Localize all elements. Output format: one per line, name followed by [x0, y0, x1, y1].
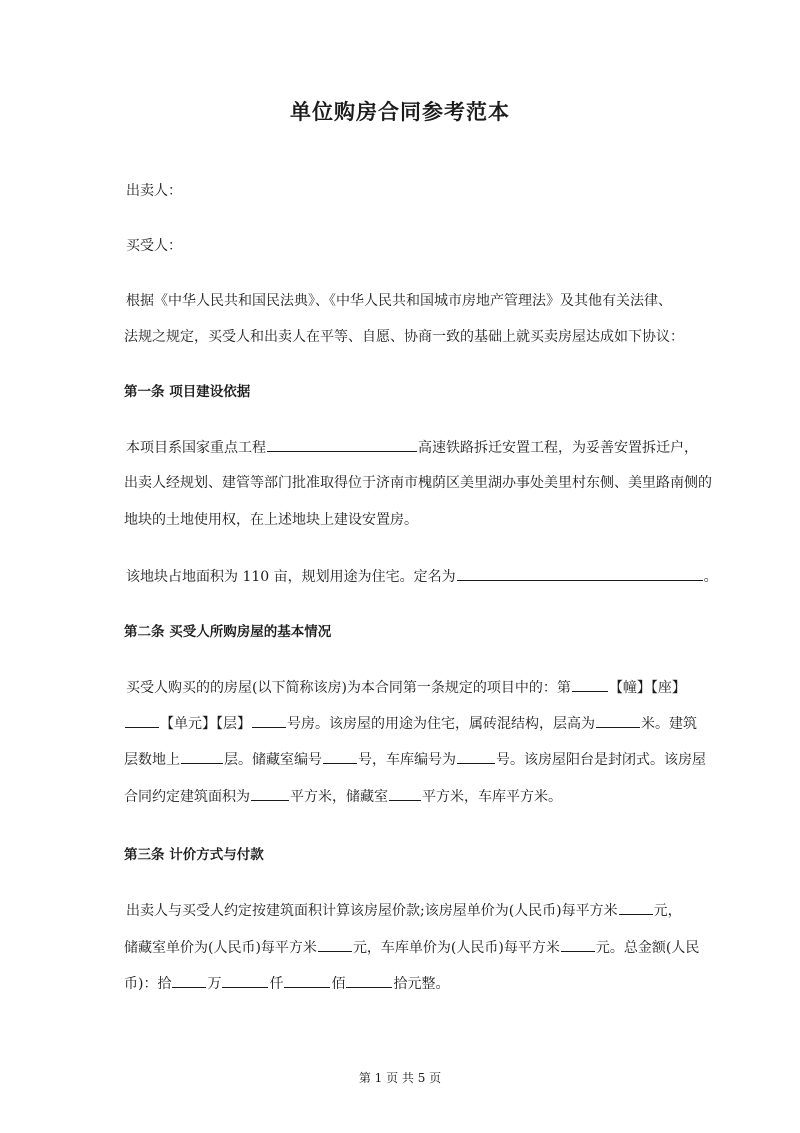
blank-field[interactable] [252, 713, 286, 728]
article-3-text: 仟 [269, 976, 284, 992]
article-2-line-2 [124, 713, 699, 734]
seller-label: 出卖人： [126, 183, 182, 199]
article-2-text: 【单元】【层】 [160, 716, 251, 732]
blank-field[interactable] [323, 749, 357, 764]
article-2-text: 米。建筑 [641, 716, 697, 732]
article-3-line-1 [126, 900, 701, 921]
blank-field[interactable] [181, 749, 223, 764]
article-2-text: 买受人购买的的房屋(以下简称该房)为本合同第一条规定的项目中的：第 [126, 680, 571, 696]
article-3-text: 元， [653, 903, 682, 919]
article-3-heading: 第三条 计价方式与付款 [124, 847, 264, 863]
article-3-text: 出卖人与买受人约定按建筑面积计算该房屋价款;该房屋单价为(人民币)每平方米 [126, 903, 618, 919]
article-3-line-3 [124, 973, 699, 994]
blank-field[interactable] [251, 786, 289, 801]
article-2-text: 号。该房屋阳台是封闭式。该房屋 [496, 752, 706, 768]
article-3-text: 佰 [331, 976, 346, 992]
article-2-heading: 第二条 买受人所购房屋的基本情况 [124, 624, 332, 640]
article-2-text: 号房。该房屋的用途为住宅，属砖混结构，层高为 [287, 716, 595, 732]
article-1-text: 该地块占地面积为 110 亩，规划用途为住宅。定名为 [126, 569, 456, 585]
blank-field[interactable] [561, 937, 595, 952]
article-3-text: 币)：拾 [124, 976, 172, 992]
article-1-text: 本项目系国家重点工程 [126, 440, 266, 456]
article-3-text: 元。总金额(人民 [595, 940, 700, 956]
article-1-line-3: 地块的土地使用权，在上述地块上建设安置房。 [124, 512, 418, 528]
buyer-label: 买受人： [126, 238, 182, 254]
blank-field[interactable] [596, 713, 640, 728]
article-3-text: 万 [207, 976, 222, 992]
blank-field[interactable] [267, 437, 417, 452]
article-2-text: 平方米，储藏室 [290, 789, 388, 805]
article-1-line-1 [126, 437, 701, 458]
article-1-text: 。 [703, 569, 718, 585]
blank-field[interactable] [389, 786, 421, 801]
blank-field[interactable] [125, 713, 159, 728]
article-3-text: 储藏室单价为(人民币)每平方米 [124, 940, 317, 956]
article-2-line-1 [126, 677, 701, 698]
blank-field[interactable] [457, 566, 703, 581]
article-2-text: 【幢】【座】 [608, 680, 686, 696]
intro-line-2: 法规之规定，买受人和出卖人在平等、自愿、协商一致的基础上就买卖房屋达成如下协议： [124, 329, 684, 345]
article-2-text: 层数地上 [124, 752, 180, 768]
article-1-text: 高速铁路拆迁安置工程，为妥善安置拆迁户， [418, 440, 698, 456]
article-2-line-3 [124, 749, 706, 770]
blank-field[interactable] [619, 900, 653, 915]
article-3-text: 拾元整。 [393, 976, 450, 992]
article-1-heading: 第一条 项目建设依据 [124, 384, 251, 400]
blank-field[interactable] [346, 973, 392, 988]
article-2-line-4 [124, 786, 699, 807]
blank-field[interactable] [172, 973, 206, 988]
blank-field[interactable] [457, 749, 495, 764]
article-2-text: 平方米，车库平方米。 [422, 789, 562, 805]
article-2-text: 层。储藏室编号 [224, 752, 322, 768]
article-3-line-2 [124, 937, 699, 958]
intro-line-1: 根据《中华人民共和国民法典》、《中华人民共和国城市房地产管理法》及其他有关法律、 [126, 293, 672, 309]
document-title: 单位购房合同参考范本 [290, 100, 510, 124]
blank-field[interactable] [572, 677, 608, 692]
blank-field[interactable] [284, 973, 330, 988]
article-2-text: 合同约定建筑面积为 [124, 789, 250, 805]
blank-field[interactable] [222, 973, 268, 988]
blank-field[interactable] [318, 937, 352, 952]
article-1-line-2: 出卖人经规划、建管等部门批准取得位于济南市槐荫区美里湖办事处美里村东侧、美里路南侧的 [124, 475, 712, 491]
article-3-text: 元，车库单价为(人民币)每平方米 [352, 940, 560, 956]
article-2-text: 号，车库编号为 [358, 752, 456, 768]
article-1-line-4 [126, 566, 718, 587]
page-footer: 第 1 页 共 5 页 [358, 1071, 442, 1085]
